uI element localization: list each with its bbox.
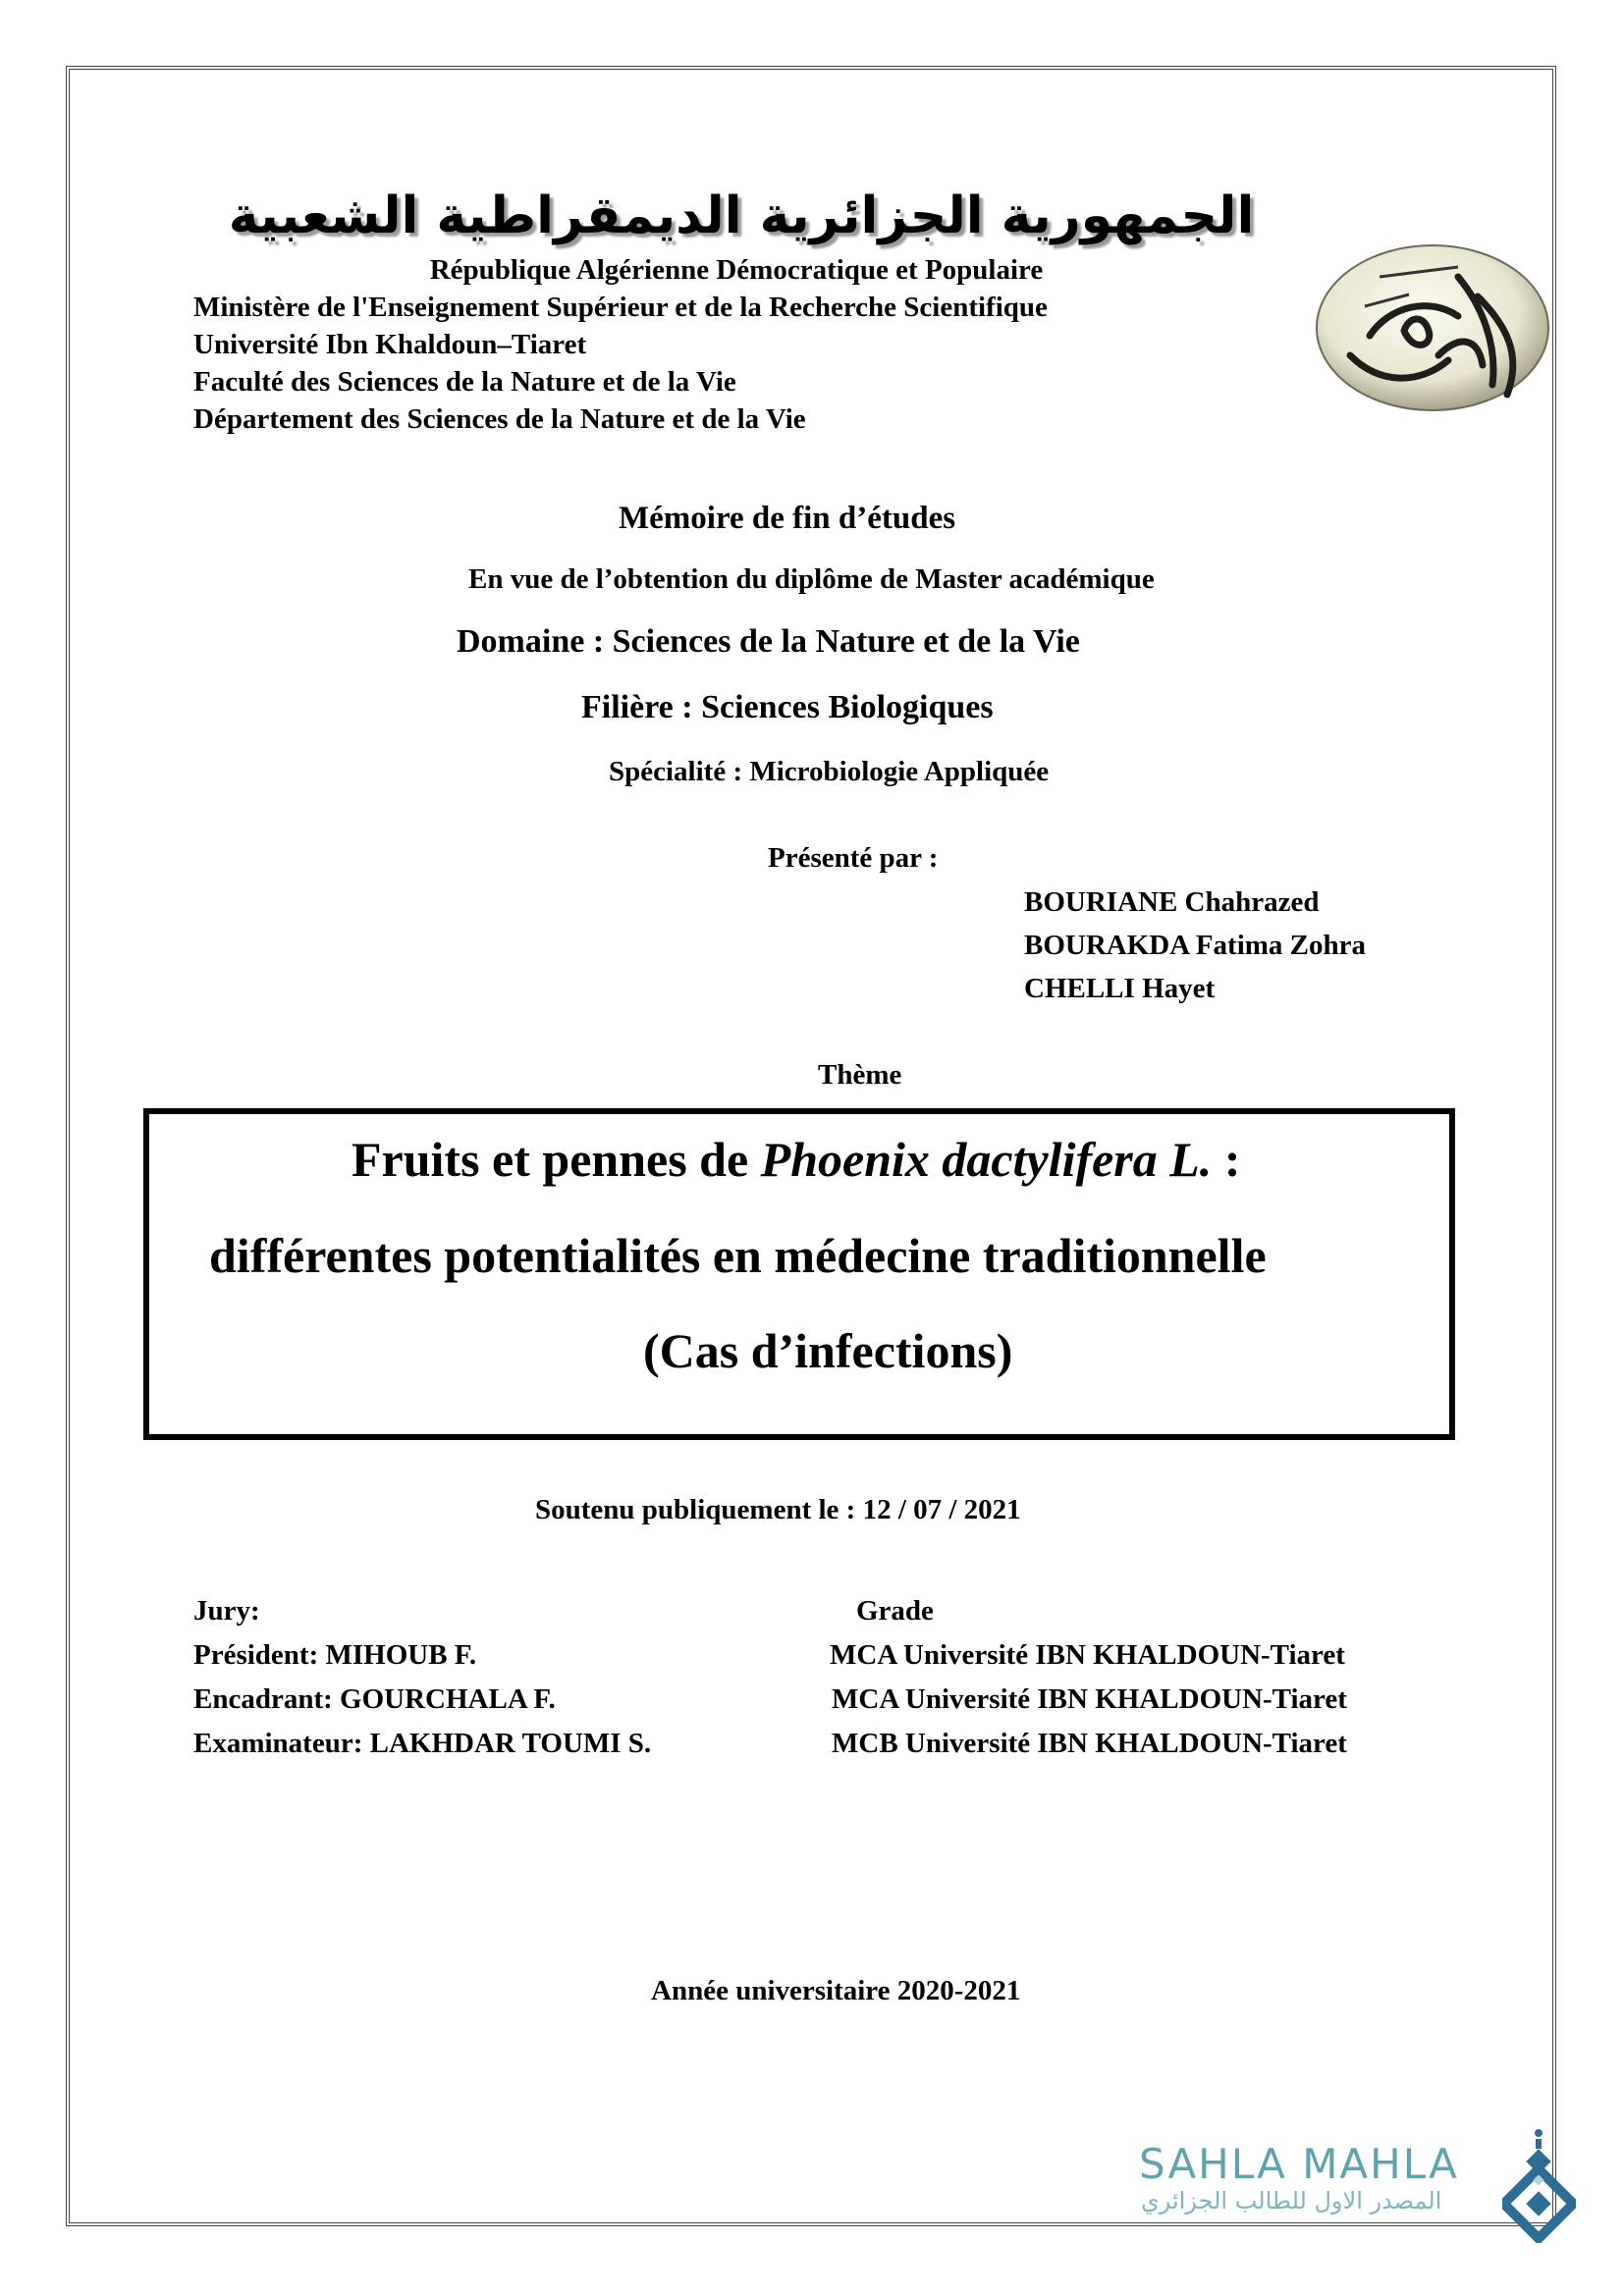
jury-member-grade: MCA Université IBN KHALDOUN-Tiaret [832,1683,1347,1715]
republic-line: République Algérienne Démocratique et Populaire [429,254,1044,286]
thesis-purpose: En vue de l’obtention du diplôme de Master académique [468,563,1155,595]
author-name: CHELLI Hayet [1024,973,1216,1004]
academic-year: Année universitaire 2020-2021 [651,1975,1021,2006]
jury-member-grade: MCB Université IBN KHALDOUN-Tiaret [832,1728,1347,1759]
department-line: Département des Sciences de la Nature et de la Vie [193,403,806,435]
jury-member-role: Président: MIHOUB F. [193,1639,477,1671]
thesis-domain: Domaine : Sciences de la Nature et de la Vie [457,623,1080,660]
arabic-republic-title: الجمهورية الجزائرية الديمقراطية الشعبية [228,187,1255,245]
author-name: BOURIANE Chahrazed [1024,886,1320,918]
thesis-title-line-1: Fruits et pennes de Phoenix dactylifera L. : [352,1132,1241,1187]
university-line: Université Ibn Khaldoun–Tiaret [193,329,587,360]
jury-member-role: Encadrant: GOURCHALA F. [193,1683,556,1715]
thesis-title-line-2: différentes potentialités en médecine traditionnelle [209,1228,1267,1283]
thesis-type: Mémoire de fin d’études [619,501,956,536]
jury-member-grade: MCA Université IBN KHALDOUN-Tiaret [830,1639,1345,1671]
species-name: Phoenix dactylifera L. [760,1132,1213,1187]
jury-member-role: Examinateur: LAKHDAR TOUMI S. [193,1728,652,1759]
author-name: BOURAKDA Fatima Zohra [1024,930,1366,961]
thesis-filiere: Filière : Sciences Biologiques [581,689,994,725]
defense-date: Soutenu publiquement le : 12 / 07 / 2021 [535,1494,1021,1525]
thesis-specialite: Spécialité : Microbiologie Appliquée [609,756,1050,787]
watermark-tagline: المصدر الاول للطالب الجزائري [1141,2187,1442,2215]
presented-by-label: Présenté par : [768,842,939,874]
theme-label: Thème [818,1059,902,1091]
ministry-line: Ministère de l'Enseignement Supérieur et de la Recherche Scientifique [193,292,1048,323]
watermark-brand: SAHLA MAHLA [1139,2140,1459,2188]
jury-header: Jury: [193,1595,260,1627]
grade-header: Grade [856,1595,934,1627]
university-seal-logo-icon [1311,238,1554,414]
sahla-mahla-emblem-icon [1502,2125,1576,2243]
faculty-line: Faculté des Sciences de la Nature et de la Vie [193,366,736,398]
thesis-title-line-3: (Cas d’infections) [643,1323,1013,1378]
